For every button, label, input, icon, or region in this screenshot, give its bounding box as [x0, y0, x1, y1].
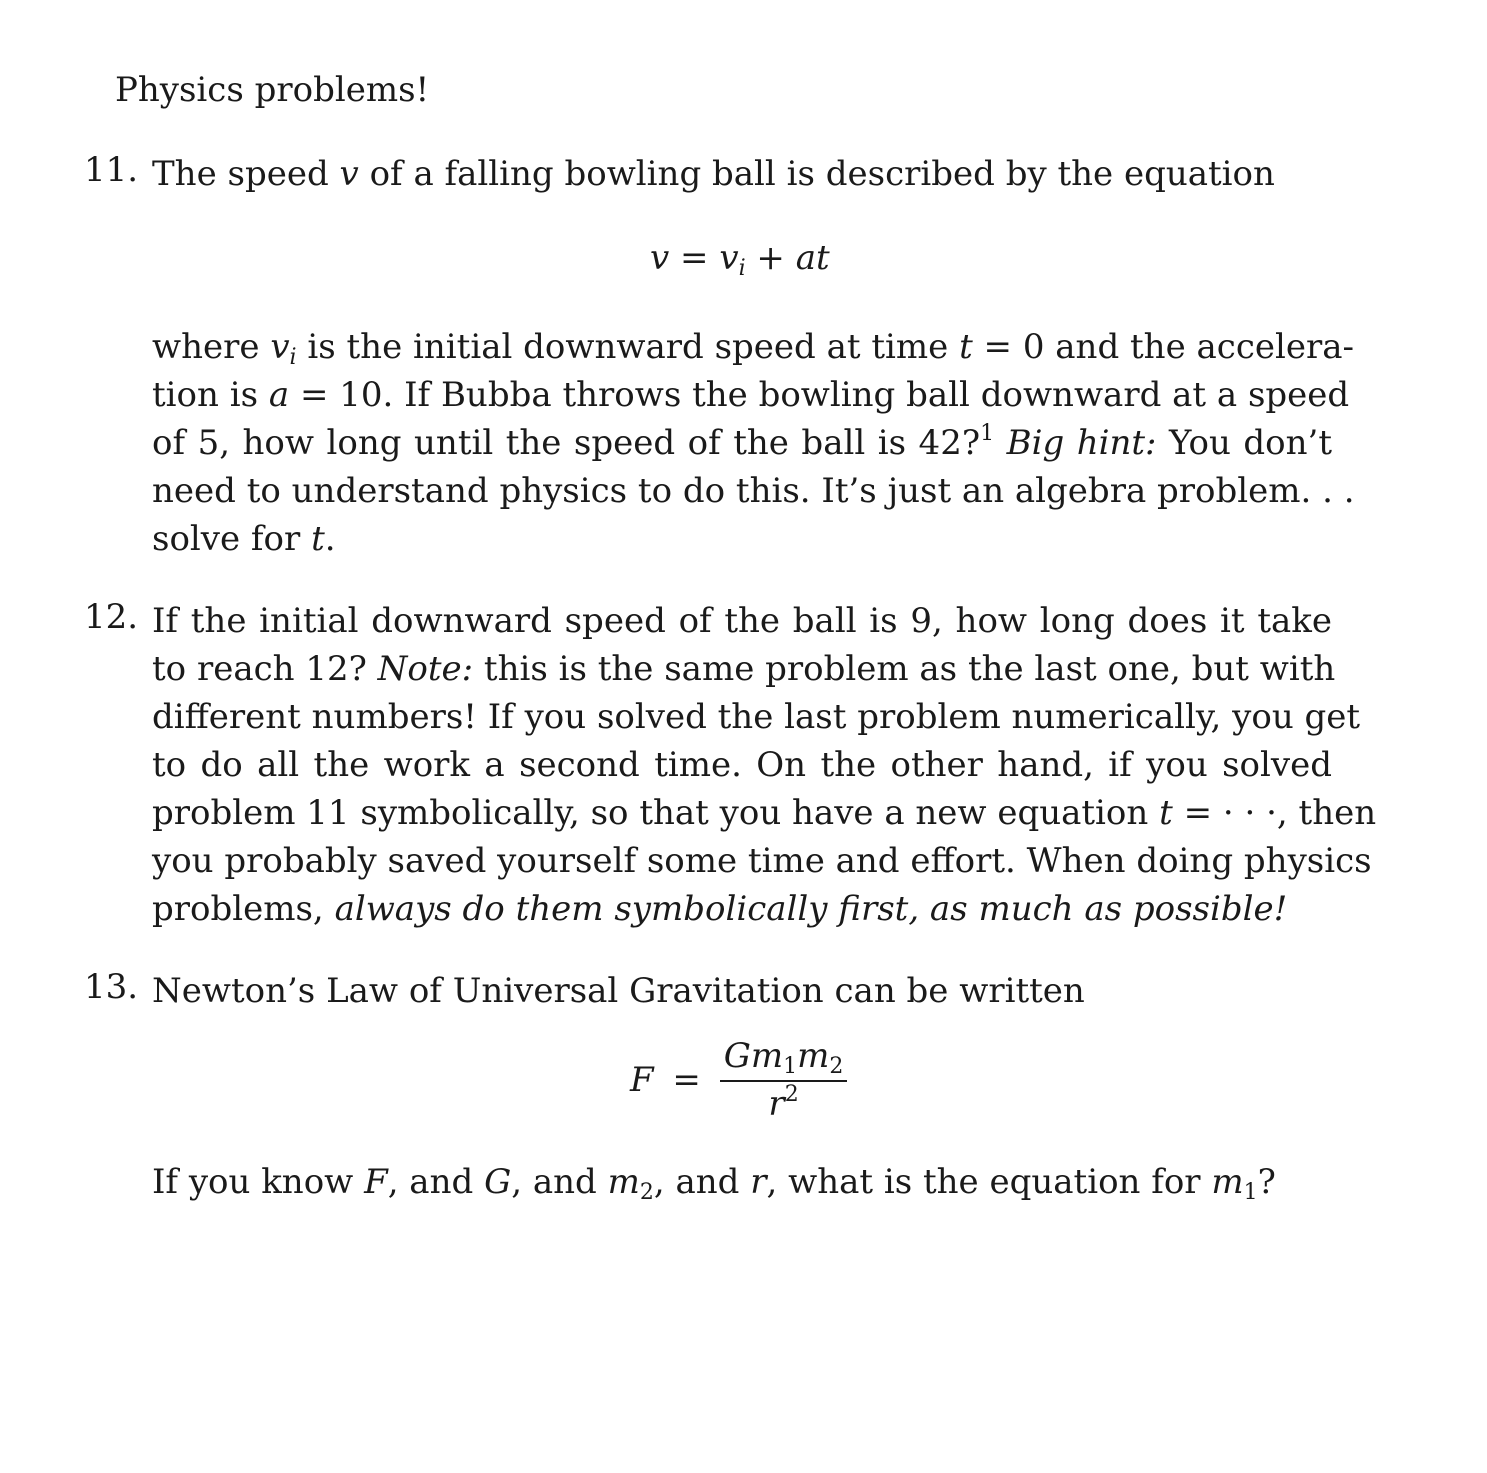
- text-line: [152, 419, 1332, 467]
- text-line: [152, 1158, 1332, 1206]
- fraction: [720, 1036, 848, 1124]
- problem-lead: [152, 150, 1330, 198]
- text-fragment: i: [289, 345, 297, 370]
- text-line: [152, 371, 1350, 419]
- text-fragment: of 5, how long until the speed of the ball is 42?: [152, 423, 981, 463]
- text-fragment: = 0 and the accelera-: [983, 327, 1354, 367]
- text-fragment: , and: [387, 1162, 474, 1202]
- text-fragment: v: [719, 238, 739, 278]
- text-fragment: problems,: [152, 889, 324, 929]
- text-line: [152, 789, 1377, 837]
- problem-11-body: [152, 323, 1355, 563]
- text-fragment: .: [324, 519, 336, 559]
- text-fragment: 2: [829, 1054, 844, 1079]
- text-line: [152, 837, 1372, 885]
- text-line: [152, 741, 1332, 789]
- text-fragment: Note:: [377, 649, 474, 689]
- text-fragment: The speed: [152, 154, 329, 194]
- text-fragment: m: [750, 1036, 784, 1076]
- text-fragment: solve for: [152, 519, 301, 559]
- problem-number: 12.: [84, 597, 139, 637]
- text-fragment: m: [1211, 1162, 1244, 1202]
- text-fragment: r: [750, 1162, 767, 1202]
- text-line: [152, 693, 1361, 741]
- text-line: [152, 597, 1332, 645]
- text-fragment: to reach 12?: [152, 649, 367, 689]
- text-line: [152, 645, 1336, 693]
- text-fragment: =: [680, 238, 709, 278]
- intro-heading: Physics problems!: [115, 70, 430, 110]
- text-fragment: where: [152, 327, 260, 367]
- equation-velocity: [650, 238, 830, 281]
- text-fragment: v: [270, 327, 290, 367]
- problem-number: 11.: [84, 150, 139, 190]
- text-fragment: If the initial downward speed of the ball is 9, how long does it take: [152, 601, 1332, 641]
- text-fragment: m: [797, 1036, 830, 1076]
- text-fragment: F: [364, 1162, 388, 1202]
- text-fragment: 1: [783, 1054, 798, 1079]
- text-fragment: v: [339, 154, 359, 194]
- text-fragment: problem 11 symbolically, so that you have a new equation: [152, 793, 1149, 833]
- text-fragment: need to understand physics to do this. It’s just an algebra problem. . .: [152, 471, 1355, 511]
- text-fragment: , and: [511, 1162, 597, 1202]
- text-fragment: i: [738, 256, 746, 281]
- text-fragment: at: [795, 238, 830, 278]
- text-fragment: you probably saved yourself some time and effort. When doing physics: [152, 841, 1372, 881]
- text-line: [152, 467, 1355, 515]
- text-fragment: t: [1159, 793, 1173, 833]
- text-fragment: = 10. If Bubba throws the bowling ball downward at a speed: [299, 375, 1350, 415]
- numerator: [720, 1036, 848, 1082]
- text-line: [152, 515, 1332, 563]
- text-fragment: a: [268, 375, 290, 415]
- text-fragment: , what is the equation for: [766, 1162, 1201, 1202]
- text-fragment: this is the same problem as the last one, but with: [483, 649, 1336, 689]
- text-fragment: Big hint:: [1006, 423, 1157, 463]
- text-fragment: 2: [784, 1082, 799, 1107]
- text-fragment: = · · ·, then: [1183, 793, 1377, 833]
- text-fragment: t: [959, 327, 973, 367]
- problem-13-question: [152, 1158, 1332, 1206]
- footnote-marker: 1: [980, 421, 995, 446]
- problem-number: 13.: [84, 967, 139, 1007]
- text-fragment: , and: [653, 1162, 740, 1202]
- problem-12-body: [152, 597, 1377, 933]
- text-fragment: r: [768, 1084, 785, 1124]
- text-fragment: t: [311, 519, 325, 559]
- text-fragment: 1: [1243, 1180, 1258, 1205]
- text-fragment: =: [672, 1060, 701, 1100]
- text-fragment: of a falling bowling ball is described by the equation: [369, 154, 1275, 194]
- text-line: [152, 885, 1332, 933]
- text-fragment: F: [630, 1060, 654, 1100]
- text-fragment: If you know: [152, 1162, 354, 1202]
- denominator: [720, 1082, 848, 1124]
- text-fragment: v: [650, 238, 670, 278]
- text-fragment: is the initial downward speed at time: [307, 327, 949, 367]
- text-fragment: You don’t: [1169, 423, 1333, 463]
- text-fragment: to do all the work a second time. On the other hand, if you solved: [152, 745, 1332, 785]
- text-fragment: G: [723, 1036, 751, 1076]
- text-fragment: different numbers! If you solved the last problem numerically, you get: [152, 697, 1361, 737]
- text-fragment: always do them symbolically first, as much as possible!: [334, 889, 1288, 929]
- problem-lead: Newton’s Law of Universal Gravitation can be written: [152, 971, 1085, 1011]
- text-fragment: G: [484, 1162, 512, 1202]
- text-fragment: m: [607, 1162, 640, 1202]
- text-fragment: tion is: [152, 375, 259, 415]
- text-fragment: ?: [1257, 1162, 1276, 1202]
- text-line: [152, 323, 1354, 371]
- equation-gravitation: [630, 1036, 847, 1124]
- text-fragment: +: [756, 238, 785, 278]
- text-fragment: 2: [639, 1180, 654, 1205]
